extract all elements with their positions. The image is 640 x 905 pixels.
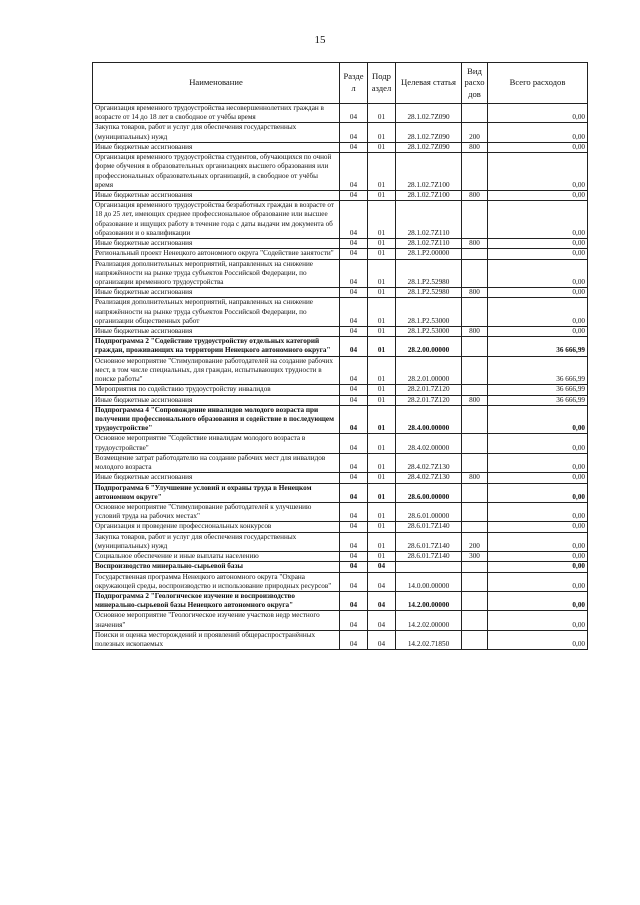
row-section-cell: 04 <box>340 385 368 395</box>
row-name-cell: Воспроизводство минерально-сырьевой базы <box>93 562 340 572</box>
table-row <box>93 327 588 337</box>
row-section-cell: 04 <box>340 395 368 405</box>
row-expense-type-cell <box>462 434 488 453</box>
row-amount-cell: 0,00 <box>488 502 588 521</box>
row-amount-cell: 0,00 <box>488 572 588 591</box>
row-name-cell: Реализация дополнительных мероприятий, направленных на снижение напряжённости на рынке труда субъектов Российской Федерации, по организации временного трудоустройства <box>93 259 340 288</box>
row-subsection-cell: 01 <box>368 385 396 395</box>
row-expense-type-cell <box>462 572 488 591</box>
row-target-cell: 28.1.P2.53000 <box>396 327 462 337</box>
budget-table <box>92 62 588 650</box>
row-expense-type-cell <box>462 483 488 502</box>
row-expense-type-cell <box>462 259 488 288</box>
row-section-cell: 04 <box>340 123 368 142</box>
row-subsection-cell: 01 <box>368 337 396 356</box>
row-amount-cell: 0,00 <box>488 288 588 298</box>
row-expense-type-cell <box>462 153 488 191</box>
row-subsection-cell: 01 <box>368 434 396 453</box>
row-name-cell: Основное мероприятие "Стимулирование работодателей к улучшению условий труда на рабочих местах" <box>93 502 340 521</box>
row-amount-cell: 0,00 <box>488 552 588 562</box>
row-section-cell: 04 <box>340 453 368 472</box>
row-name-cell: Иные бюджетные ассигнования <box>93 288 340 298</box>
row-target-cell: 28.2.01.7Z120 <box>396 395 462 405</box>
row-name-cell: Организация временного трудоустройства студентов, обучающихся по очной форме обучения в образовательных организациях высшего образования или профессиональных образовательных организаций, в свободное от учёбы время <box>93 153 340 191</box>
row-section-cell: 04 <box>340 201 368 239</box>
table-row <box>93 572 588 591</box>
row-amount-cell: 36 666,99 <box>488 356 588 385</box>
row-expense-type-cell <box>462 522 488 532</box>
row-expense-type-cell <box>462 104 488 123</box>
table-row <box>93 473 588 483</box>
row-amount-cell: 0,00 <box>488 522 588 532</box>
row-section-cell: 04 <box>340 522 368 532</box>
row-target-cell: 28.4.02.00000 <box>396 434 462 453</box>
row-subsection-cell: 01 <box>368 405 396 434</box>
row-target-cell: 14.2.02.00000 <box>396 611 462 630</box>
row-target-cell: 28.1.P2.52980 <box>396 259 462 288</box>
row-amount-cell: 36 666,99 <box>488 337 588 356</box>
row-name-cell: Подпрограмма 2 "Геологическое изучение и воспроизводство минерально-сырьевой базы Ненецкого автономного округа" <box>93 591 340 610</box>
row-expense-type-cell <box>462 562 488 572</box>
row-expense-type-cell <box>462 298 488 327</box>
table-body <box>93 104 588 650</box>
table-row <box>93 405 588 434</box>
row-subsection-cell: 04 <box>368 591 396 610</box>
row-subsection-cell: 01 <box>368 153 396 191</box>
row-subsection-cell: 01 <box>368 201 396 239</box>
row-expense-type-cell: 200 <box>462 123 488 142</box>
row-section-cell: 04 <box>340 259 368 288</box>
row-name-cell: Закупка товаров, работ и услуг для обеспечения государственных (муниципальных) нужд <box>93 532 340 551</box>
row-section-cell: 04 <box>340 483 368 502</box>
table-row <box>93 591 588 610</box>
row-expense-type-cell <box>462 337 488 356</box>
row-amount-cell: 0,00 <box>488 201 588 239</box>
row-target-cell: 28.1.02.7Z090 <box>396 142 462 152</box>
table-row <box>93 483 588 502</box>
row-amount-cell: 0,00 <box>488 611 588 630</box>
table-row <box>93 190 588 200</box>
row-name-cell: Основное мероприятие "Стимулирование работодателей на создание рабочих мест, в том числе специальных, для граждан, испытывающих трудности в поиске работы" <box>93 356 340 385</box>
header-total: Всего расходов <box>488 63 588 104</box>
row-subsection-cell: 01 <box>368 298 396 327</box>
row-target-cell: 28.4.00.00000 <box>396 405 462 434</box>
row-section-cell: 04 <box>340 473 368 483</box>
table-row <box>93 630 588 649</box>
row-amount-cell: 0,00 <box>488 123 588 142</box>
row-name-cell: Иные бюджетные ассигнования <box>93 395 340 405</box>
row-amount-cell: 0,00 <box>488 562 588 572</box>
table-row <box>93 395 588 405</box>
row-section-cell: 04 <box>340 405 368 434</box>
row-name-cell: Основное мероприятие "Геологическое изучение участков недр местного значения" <box>93 611 340 630</box>
row-section-cell: 04 <box>340 104 368 123</box>
row-target-cell: 28.1.P2.00000 <box>396 249 462 259</box>
row-section-cell: 04 <box>340 153 368 191</box>
row-section-cell: 04 <box>340 552 368 562</box>
row-amount-cell: 36 666,99 <box>488 395 588 405</box>
header-target: Целевая статья <box>396 63 462 104</box>
table-row <box>93 142 588 152</box>
row-name-cell: Возмещение затрат работодателю на создание рабочих мест для инвалидов молодого возраста <box>93 453 340 472</box>
row-target-cell <box>396 562 462 572</box>
row-target-cell: 28.2.01.00000 <box>396 356 462 385</box>
row-amount-cell: 0,00 <box>488 630 588 649</box>
row-name-cell: Иные бюджетные ассигнования <box>93 473 340 483</box>
table-row <box>93 502 588 521</box>
row-amount-cell: 0,00 <box>488 190 588 200</box>
row-expense-type-cell <box>462 630 488 649</box>
row-target-cell: 28.2.00.00000 <box>396 337 462 356</box>
row-name-cell: Организация временного трудоустройства безработных граждан в возрасте от 18 до 25 лет, имеющих среднее профессиональное образование или высшее образование и ищущих работу в течение года с даты выдачи им документа об образовании и о квалификации <box>93 201 340 239</box>
row-name-cell: Социальное обеспечение и иные выплаты населению <box>93 552 340 562</box>
table-row <box>93 153 588 191</box>
row-target-cell: 28.1.02.7Z090 <box>396 123 462 142</box>
row-expense-type-cell <box>462 405 488 434</box>
row-section-cell: 04 <box>340 502 368 521</box>
row-section-cell: 04 <box>340 298 368 327</box>
row-name-cell: Иные бюджетные ассигнования <box>93 239 340 249</box>
row-name-cell: Основное мероприятие "Содействие инвалидам молодого возраста в трудоустройстве" <box>93 434 340 453</box>
row-subsection-cell: 01 <box>368 104 396 123</box>
table-row <box>93 522 588 532</box>
row-subsection-cell: 01 <box>368 288 396 298</box>
row-subsection-cell: 04 <box>368 630 396 649</box>
row-amount-cell: 0,00 <box>488 405 588 434</box>
row-name-cell: Подпрограмма 2 "Содействие трудоустройству отдельных категорий граждан, проживающих на территории Ненецкого автономного округа" <box>93 337 340 356</box>
row-name-cell: Государственная программа Ненецкого автономного округа "Охрана окружающей среды, воспроизводство и использование природных ресурсов" <box>93 572 340 591</box>
row-subsection-cell: 01 <box>368 123 396 142</box>
row-amount-cell: 0,00 <box>488 249 588 259</box>
table-row <box>93 562 588 572</box>
table-row <box>93 532 588 551</box>
row-target-cell: 28.1.02.7Z110 <box>396 239 462 249</box>
row-name-cell: Организация и проведение профессиональных конкурсов <box>93 522 340 532</box>
header-section: Разде л <box>340 63 368 104</box>
row-name-cell: Реализация дополнительных мероприятий, направленных на снижение напряжённости на рынке труда субъектов Российской Федерации, по организации общественных работ <box>93 298 340 327</box>
table-row <box>93 104 588 123</box>
row-expense-type-cell: 800 <box>462 327 488 337</box>
table-row <box>93 356 588 385</box>
row-target-cell: 14.2.00.00000 <box>396 591 462 610</box>
row-expense-type-cell <box>462 611 488 630</box>
row-target-cell: 14.2.02.71850 <box>396 630 462 649</box>
row-amount-cell: 0,00 <box>488 591 588 610</box>
row-expense-type-cell <box>462 591 488 610</box>
table-row <box>93 552 588 562</box>
row-subsection-cell: 01 <box>368 142 396 152</box>
row-amount-cell: 0,00 <box>488 239 588 249</box>
row-target-cell: 28.6.00.00000 <box>396 483 462 502</box>
row-section-cell: 04 <box>340 532 368 551</box>
row-section-cell: 04 <box>340 572 368 591</box>
row-name-cell: Иные бюджетные ассигнования <box>93 327 340 337</box>
row-target-cell: 28.1.02.7Z110 <box>396 201 462 239</box>
table-row <box>93 239 588 249</box>
row-expense-type-cell <box>462 453 488 472</box>
header-expense-type: Вид расхо дов <box>462 63 488 104</box>
row-amount-cell: 0,00 <box>488 259 588 288</box>
row-subsection-cell: 01 <box>368 395 396 405</box>
row-subsection-cell: 01 <box>368 483 396 502</box>
row-name-cell: Иные бюджетные ассигнования <box>93 190 340 200</box>
row-expense-type-cell: 300 <box>462 552 488 562</box>
row-section-cell: 04 <box>340 562 368 572</box>
row-section-cell: 04 <box>340 337 368 356</box>
table-row <box>93 337 588 356</box>
row-amount-cell: 0,00 <box>488 104 588 123</box>
header-subsection: Подр аздел <box>368 63 396 104</box>
row-expense-type-cell: 800 <box>462 239 488 249</box>
row-expense-type-cell <box>462 385 488 395</box>
row-target-cell: 28.1.02.7Z090 <box>396 104 462 123</box>
row-amount-cell: 0,00 <box>488 327 588 337</box>
row-subsection-cell: 01 <box>368 522 396 532</box>
row-section-cell: 04 <box>340 630 368 649</box>
row-subsection-cell: 01 <box>368 356 396 385</box>
table-row <box>93 249 588 259</box>
table-row <box>93 298 588 327</box>
row-target-cell: 28.6.01.7Z140 <box>396 522 462 532</box>
table-row <box>93 434 588 453</box>
table-row <box>93 385 588 395</box>
row-expense-type-cell <box>462 201 488 239</box>
row-amount-cell: 36 666,99 <box>488 385 588 395</box>
row-target-cell: 28.2.01.7Z120 <box>396 385 462 395</box>
row-subsection-cell: 01 <box>368 190 396 200</box>
row-subsection-cell: 01 <box>368 502 396 521</box>
row-section-cell: 04 <box>340 327 368 337</box>
row-subsection-cell: 01 <box>368 453 396 472</box>
row-name-cell: Подпрограмма 6 "Улучшение условий и охраны труда в Ненецком автономном округе" <box>93 483 340 502</box>
row-amount-cell: 0,00 <box>488 153 588 191</box>
row-name-cell: Мероприятия по содействию трудоустройству инвалидов <box>93 385 340 395</box>
row-section-cell: 04 <box>340 239 368 249</box>
row-section-cell: 04 <box>340 142 368 152</box>
row-expense-type-cell: 800 <box>462 142 488 152</box>
row-expense-type-cell: 800 <box>462 190 488 200</box>
table-header-row <box>93 63 588 104</box>
row-subsection-cell: 04 <box>368 611 396 630</box>
table-row <box>93 288 588 298</box>
row-expense-type-cell: 800 <box>462 473 488 483</box>
row-section-cell: 04 <box>340 190 368 200</box>
row-subsection-cell: 01 <box>368 239 396 249</box>
row-amount-cell: 0,00 <box>488 473 588 483</box>
header-name: Наименование <box>93 63 340 104</box>
row-section-cell: 04 <box>340 611 368 630</box>
row-name-cell: Региональный проект Ненецкого автономного округа "Содействие занятости" <box>93 249 340 259</box>
table-row <box>93 201 588 239</box>
row-target-cell: 14.0.00.00000 <box>396 572 462 591</box>
row-target-cell: 28.1.02.7Z100 <box>396 153 462 191</box>
row-target-cell: 28.1.P2.52980 <box>396 288 462 298</box>
row-name-cell: Поиски и оценка месторождений и проявлений общераспространённых полезных ископаемых <box>93 630 340 649</box>
row-section-cell: 04 <box>340 591 368 610</box>
row-expense-type-cell: 800 <box>462 288 488 298</box>
row-section-cell: 04 <box>340 249 368 259</box>
row-subsection-cell: 01 <box>368 259 396 288</box>
row-amount-cell: 0,00 <box>488 532 588 551</box>
row-expense-type-cell <box>462 356 488 385</box>
row-subsection-cell: 01 <box>368 249 396 259</box>
row-subsection-cell: 04 <box>368 562 396 572</box>
row-name-cell: Закупка товаров, работ и услуг для обеспечения государственных (муниципальных) нужд <box>93 123 340 142</box>
row-expense-type-cell <box>462 502 488 521</box>
table-row <box>93 259 588 288</box>
row-target-cell: 28.1.02.7Z100 <box>396 190 462 200</box>
row-expense-type-cell: 800 <box>462 395 488 405</box>
row-name-cell: Подпрограмма 4 "Сопровождение инвалидов молодого возраста при получении профессионального образования и содействие в последующем трудоустройстве" <box>93 405 340 434</box>
row-expense-type-cell: 200 <box>462 532 488 551</box>
table-row <box>93 611 588 630</box>
row-section-cell: 04 <box>340 288 368 298</box>
row-name-cell: Организация временного трудоустройства несовершеннолетних граждан в возрасте от 14 до 18 лет в свободное от учёбы время <box>93 104 340 123</box>
row-amount-cell: 0,00 <box>488 434 588 453</box>
row-section-cell: 04 <box>340 434 368 453</box>
row-name-cell: Иные бюджетные ассигнования <box>93 142 340 152</box>
row-expense-type-cell <box>462 249 488 259</box>
row-subsection-cell: 01 <box>368 552 396 562</box>
row-target-cell: 28.6.01.00000 <box>396 502 462 521</box>
row-target-cell: 28.4.02.7Z130 <box>396 453 462 472</box>
row-subsection-cell: 01 <box>368 532 396 551</box>
row-amount-cell: 0,00 <box>488 453 588 472</box>
row-subsection-cell: 04 <box>368 572 396 591</box>
row-target-cell: 28.6.01.7Z140 <box>396 552 462 562</box>
page-number: 15 <box>314 34 326 46</box>
row-amount-cell: 0,00 <box>488 298 588 327</box>
row-target-cell: 28.4.02.7Z130 <box>396 473 462 483</box>
row-amount-cell: 0,00 <box>488 142 588 152</box>
row-amount-cell: 0,00 <box>488 483 588 502</box>
table-row <box>93 123 588 142</box>
row-section-cell: 04 <box>340 356 368 385</box>
row-subsection-cell: 01 <box>368 327 396 337</box>
row-subsection-cell: 01 <box>368 473 396 483</box>
row-target-cell: 28.6.01.7Z140 <box>396 532 462 551</box>
table-row <box>93 453 588 472</box>
row-target-cell: 28.1.P2.53000 <box>396 298 462 327</box>
